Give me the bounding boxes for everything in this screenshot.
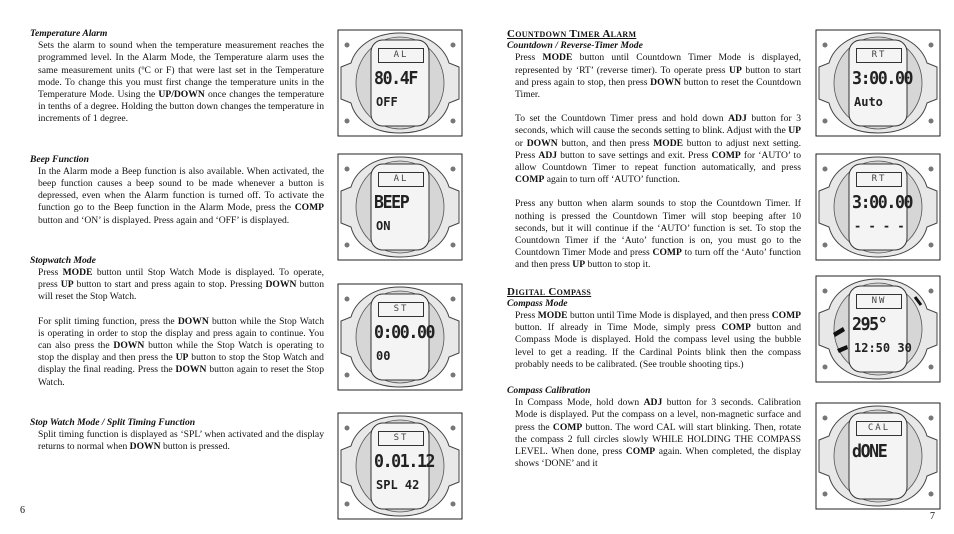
lcd-mode-label: ST bbox=[378, 431, 424, 446]
text-run: button, and then press bbox=[557, 137, 654, 149]
section-title: Compass Mode bbox=[507, 297, 568, 309]
text-run: button will reset the Stop Watch. bbox=[38, 279, 324, 303]
button-name: DOWN bbox=[175, 364, 207, 376]
paragraph bbox=[38, 166, 324, 227]
watch-display-illustration bbox=[337, 412, 463, 520]
text-run: for ‘AUTO’ to allow Countdown Timer to repeat function automatically, and press bbox=[515, 149, 801, 174]
button-name: MODE bbox=[62, 267, 93, 279]
lcd-display bbox=[373, 42, 427, 124]
text-run: to turn off the ‘Auto’ function and then press bbox=[515, 247, 801, 271]
lcd-main-readout: 295° bbox=[852, 314, 887, 335]
lcd-mode-label: RT bbox=[856, 172, 902, 187]
lcd-mode-label: NW bbox=[856, 294, 902, 309]
chapter-heading: Digital Compass bbox=[507, 285, 592, 298]
text-run: button until Countdown Timer Mode is displayed, represented by ‘RT’ (reverse timer). To operate press bbox=[515, 52, 801, 76]
button-name: DOWN bbox=[177, 315, 209, 327]
text-run: button to stop it. bbox=[585, 259, 651, 271]
button-name: ADJ bbox=[643, 397, 663, 409]
lcd-main-readout: 3:00.00 bbox=[852, 192, 913, 213]
watch-display-illustration bbox=[815, 153, 941, 261]
paragraph bbox=[515, 397, 801, 470]
section-body bbox=[30, 40, 324, 125]
lcd-display bbox=[851, 166, 913, 248]
text-run: button while the Stop Watch is operating in order to stop the display and press again to continue. You can also press the bbox=[38, 315, 324, 352]
text-run: Press bbox=[38, 267, 63, 279]
text-run: Press bbox=[515, 52, 543, 64]
button-name: UP bbox=[60, 279, 74, 291]
watch-display-illustration bbox=[337, 153, 463, 261]
lcd-main-readout: dONE bbox=[852, 441, 887, 462]
button-name: COMP bbox=[625, 446, 656, 458]
section bbox=[507, 385, 801, 470]
section-body bbox=[507, 310, 801, 371]
text-run: button to adjust next setting. Press bbox=[515, 137, 801, 161]
button-name: MODE bbox=[542, 52, 573, 64]
button-name: DOWN bbox=[129, 441, 161, 453]
lcd-main-readout: 0:00.00 bbox=[374, 322, 435, 343]
paragraph bbox=[38, 429, 324, 453]
section-body bbox=[30, 429, 324, 453]
button-name: UP bbox=[729, 64, 742, 76]
section bbox=[30, 28, 324, 126]
section-body bbox=[507, 52, 801, 271]
lcd-display bbox=[373, 166, 427, 248]
button-name: COMP bbox=[771, 310, 801, 322]
button-name: UP bbox=[175, 352, 189, 364]
left-page-text bbox=[30, 28, 324, 481]
section bbox=[30, 255, 324, 389]
text-run: button to start and press again to stop. Pressing bbox=[73, 279, 266, 291]
paragraph bbox=[515, 52, 801, 101]
watch-display-illustration bbox=[815, 402, 941, 510]
text-run: button to stop the Stop Watch and display the final reading. Press the bbox=[38, 352, 324, 376]
text-run: button and Compass Mode is displayed. Hold the compass level using the bubble level to get a reading. If the Cardinal Points blink then the compass probably needs to be calibrated. (See trouble shooting tips.) bbox=[515, 322, 801, 370]
paragraph bbox=[38, 316, 324, 389]
button-name: UP bbox=[572, 259, 586, 271]
button-name: MODE bbox=[653, 137, 684, 149]
watch-display-illustration bbox=[815, 29, 941, 137]
button-name: DOWN bbox=[650, 76, 682, 88]
page-number-left: 6 bbox=[20, 505, 25, 516]
text-run: Split timing function is displayed as ‘SPL’ when activated and the display returns to normal when bbox=[38, 429, 324, 453]
section-title: Stop Watch Mode / Split Timing Function bbox=[30, 416, 196, 428]
text-run: In the Alarm mode a Beep function is also available. When activated, the beep function causes a beep sound to be made whenever a button is depressed, even when the Alarm function is turned off. To activate the function go to the Beep function in the Alarm Mode, press the bbox=[38, 165, 324, 214]
lcd-sub-readout: ON bbox=[376, 219, 391, 233]
text-run: again to turn off ‘AUTO’ function. bbox=[544, 174, 680, 186]
text-run: button for 3 seconds. Calibration Mode is displayed. Put the compass on a level, non-magnetic surface and press the bbox=[515, 397, 801, 433]
text-run: button again to reset the Stop Watch. bbox=[38, 364, 325, 388]
lcd-sub-readout: SPL 42 bbox=[376, 478, 420, 492]
section-body bbox=[30, 166, 324, 227]
paragraph bbox=[38, 40, 324, 125]
text-run: button. If already in Time Mode, simply press bbox=[515, 322, 722, 334]
lcd-main-readout: BEEP bbox=[374, 192, 409, 213]
lcd-mode-label: AL bbox=[378, 48, 424, 63]
watch-display-illustration bbox=[337, 29, 463, 137]
section-title: Compass Calibration bbox=[507, 385, 591, 397]
button-name: DOWN bbox=[113, 340, 145, 352]
text-run: button until Time Mode is displayed, and then press bbox=[567, 310, 772, 322]
lcd-sub-readout: OFF bbox=[376, 95, 398, 109]
lcd-sub-readout: - - - - bbox=[854, 219, 905, 233]
section-title: Countdown / Reverse-Timer Mode bbox=[507, 40, 643, 52]
lcd-main-readout: 80.4F bbox=[374, 68, 417, 89]
paragraph bbox=[515, 198, 801, 271]
section-title: Temperature Alarm bbox=[30, 28, 108, 39]
lcd-display bbox=[851, 415, 905, 497]
text-run: Press any button when alarm sounds to stop the Countdown Timer. If nothing is pressed the Countdown Timer will stop beeping after 10 seconds, but it will continue if the ‘AUTO’ function is set. To stop the Countdown Timer if the ‘Auto’ function is on, you must go to the Countdown Timer Mode and press bbox=[515, 198, 801, 259]
text-run: button until Stop Watch Mode is displayed. To operate, press bbox=[38, 267, 324, 291]
button-name: COMP bbox=[515, 174, 545, 186]
text-run: button to reset the Countdown Timer. bbox=[515, 76, 802, 101]
section-title: Stopwatch Mode bbox=[30, 254, 96, 266]
paragraph bbox=[38, 267, 324, 304]
section bbox=[507, 298, 801, 371]
section bbox=[30, 154, 324, 227]
lcd-mode-label: CAL bbox=[856, 421, 902, 436]
text-run: button while the Stop Watch is operating to stop the display and then press the bbox=[38, 340, 324, 364]
button-name: DOWN bbox=[526, 137, 558, 149]
section bbox=[507, 40, 801, 271]
lcd-main-readout: 0.01.12 bbox=[374, 451, 435, 472]
button-name: UP/DOWN bbox=[158, 89, 205, 101]
text-run: or bbox=[515, 137, 527, 149]
paragraph bbox=[515, 310, 801, 371]
text-run: button is pressed. bbox=[160, 441, 230, 453]
text-run: Press bbox=[515, 310, 538, 322]
button-name: COMP bbox=[652, 247, 682, 259]
right-page-text bbox=[507, 28, 801, 485]
section-title: Beep Function bbox=[30, 153, 89, 165]
lcd-main-readout: 3:00.00 bbox=[852, 68, 913, 89]
lcd-mode-label: AL bbox=[378, 172, 424, 187]
section-body bbox=[30, 267, 324, 389]
lcd-sub-readout: Auto bbox=[854, 95, 883, 109]
text-run: Sets the alarm to sound when the temperature measurement reaches the programmed level. In the Alarm Mode, the Temperature alarm uses the same measurement units (ºC or F) that were last set in the Temperature mode. To change this you must first change the temperature units in the Temperature Mode. Using the bbox=[38, 40, 324, 101]
text-run: button. The word CAL will start blinking. Then, rotate the compass 2 full circles slowly WHILE HOLDING THE COMPASS LEVEL. When done, press bbox=[515, 421, 802, 458]
lcd-display bbox=[373, 296, 435, 378]
lcd-mode-label: ST bbox=[378, 302, 424, 317]
button-name: ADJ bbox=[538, 149, 558, 161]
text-run: again. When completed, the display shows ‘DONE’ and it bbox=[515, 446, 801, 470]
button-name: MODE bbox=[537, 310, 568, 322]
button-name: ADJ bbox=[728, 113, 747, 125]
button-name: COMP bbox=[294, 202, 324, 214]
lcd-display bbox=[851, 42, 913, 124]
text-run: button to save settings and exit. Press bbox=[557, 149, 712, 161]
section-body bbox=[507, 397, 801, 470]
button-name: COMP bbox=[711, 149, 741, 161]
chapter-heading: Countdown Timer Alarm bbox=[507, 28, 637, 40]
lcd-sub-readout: 00 bbox=[376, 349, 391, 363]
paragraph bbox=[515, 113, 801, 186]
text-run: once changes the temperature in tenths of a degree. Holding the button down changes the temperature in increments of 1 degree. bbox=[38, 89, 324, 125]
lcd-display bbox=[851, 288, 912, 370]
text-run: In Compass Mode, hold down bbox=[515, 397, 644, 409]
lcd-sub-readout: 12:50 30 bbox=[854, 341, 912, 355]
text-run: For split timing function, press the bbox=[38, 315, 178, 327]
text-run: button and ‘ON’ is displayed. Press again and ‘OFF’ is displayed. bbox=[38, 214, 290, 226]
text-run: To set the Countdown Timer press and hold down bbox=[515, 113, 729, 125]
text-run: button to start and press again to stop, then press bbox=[515, 64, 801, 88]
section bbox=[30, 417, 324, 454]
button-name: UP bbox=[788, 125, 801, 137]
button-name: DOWN bbox=[265, 279, 297, 291]
button-name: COMP bbox=[552, 421, 583, 433]
watch-display-illustration bbox=[337, 283, 463, 391]
page-number-right: 7 bbox=[930, 511, 935, 522]
watch-display-illustration bbox=[815, 275, 941, 383]
lcd-display bbox=[373, 425, 435, 507]
text-run: button for 3 seconds, which will cause the seconds setting to blink. Adjust with the bbox=[515, 113, 801, 137]
button-name: COMP bbox=[721, 322, 751, 334]
lcd-mode-label: RT bbox=[856, 48, 902, 63]
